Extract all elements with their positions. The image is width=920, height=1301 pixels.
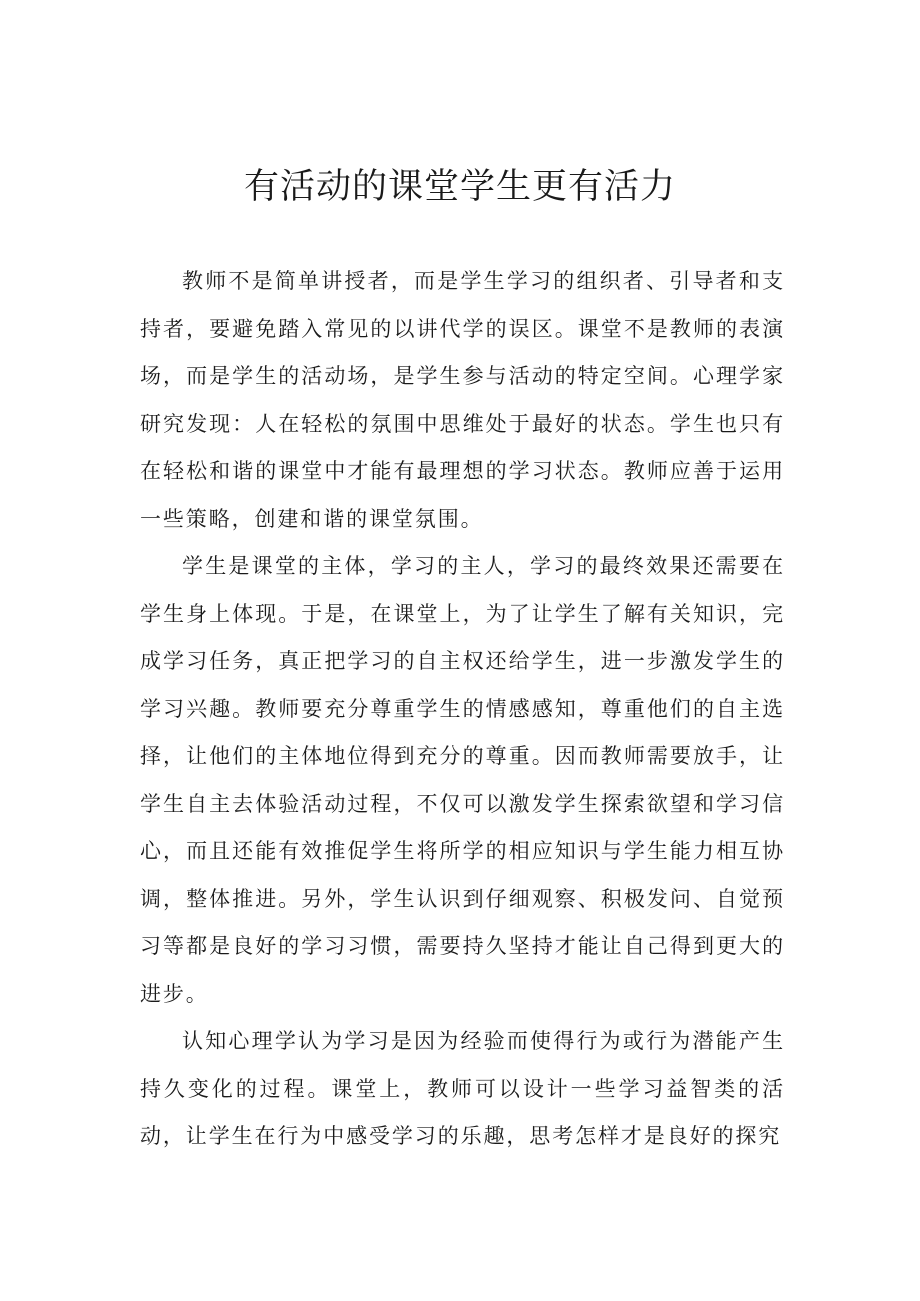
paragraph-3: 认知心理学认为学习是因为经验而使得行为或行为潜能产生持久变化的过程。课堂上，教师可以设计一些学习益智类的活动，让学生在行为中感受学习的乐趣，思考怎样才是良好的探究	[140, 1029, 785, 1148]
document-title: 有活动的课堂学生更有活力	[243, 167, 676, 207]
document-body	[140, 258, 785, 1161]
paragraph-1: 教师不是简单讲授者，而是学生学习的组织者、引导者和支持者，要避免踏入常见的以讲代学的误区。课堂不是教师的表演场，而是学生的活动场，是学生参与活动的特定空间。心理学家研究发现：人在轻松的氛围中思维处于最好的状态。学生也只有在轻松和谐的课堂中才能有最理想的学习状态。教师应善于运用一些策略，创建和谐的课堂氛围。	[140, 269, 785, 531]
paragraph-2: 学生是课堂的主体，学习的主人，学习的最终效果还需要在学生身上体现。于是，在课堂上，为了让学生了解有关知识，完成学习任务，真正把学习的自主权还给学生，进一步激发学生的学习兴趣。教师要充分尊重学生的情感感知，尊重他们的自主选择，让他们的主体地位得到充分的尊重。因而教师需要放手，让学生自主去体验活动过程，不仅可以激发学生探索欲望和学习信心，而且还能有效推促学生将所学的相应知识与学生能力相互协调，整体推进。另外，学生认识到仔细观察、积极发问、自觉预习等都是良好的学习习惯，需要持久坚持才能让自己得到更大的进步。	[140, 554, 785, 1006]
